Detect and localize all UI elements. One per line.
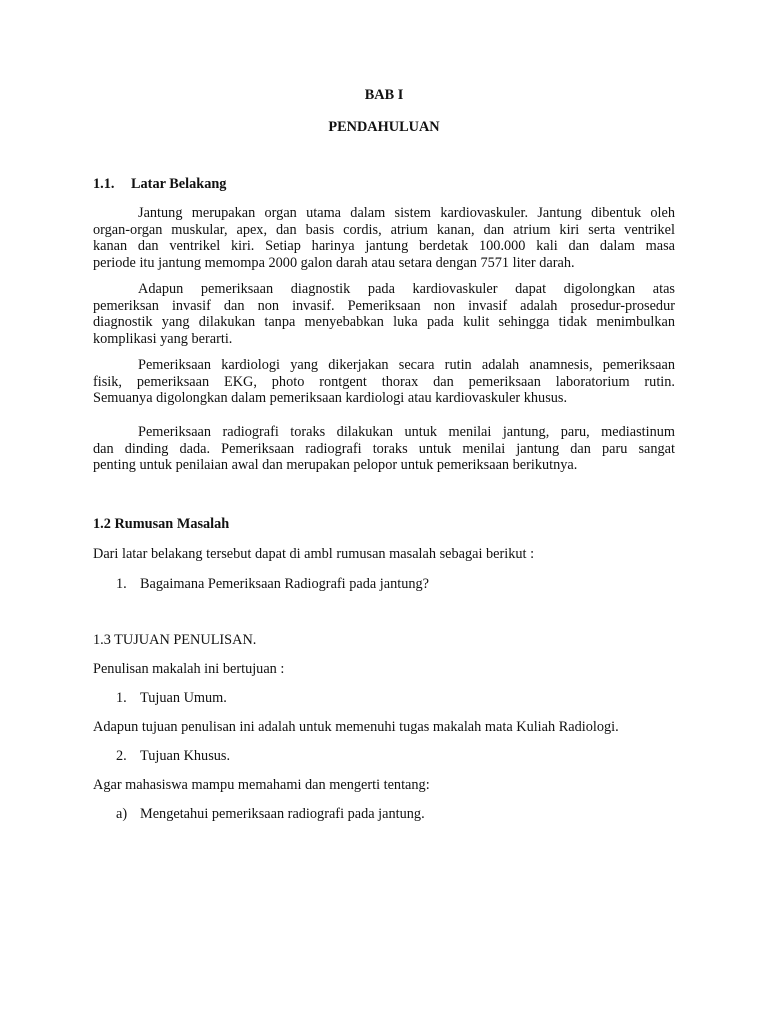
tujuan-umum-text: Adapun tujuan penulisan ini adalah untuk memenuhi tugas makalah mata Kuliah Radiologi. [93,719,619,735]
tujuan-khusus-intro: Agar mahasiswa mampu memahami dan mengerti tentang: [93,777,430,793]
paragraph-4-line: dan dinding dada. Pemeriksaan radiografi toraks untuk menilai jantung dan paru sangat [93,440,675,457]
paragraph-2-line: diagnostik yang dilakukan tanpa menyebabkan luka pada kulit sehingga tidak menimbulkan [93,314,675,330]
paragraph-3 [93,357,675,407]
section-1-1-title: Latar Belakang [131,176,227,192]
list-item-marker: 1. [116,690,127,706]
list-item-text: Tujuan Khusus. [140,748,231,764]
list-item-text: Bagaimana Pemeriksaan Radiografi pada jantung? [140,576,430,592]
list-item-marker: 2. [116,748,127,764]
chapter-label: BAB I [364,87,404,103]
paragraph-2-line: pemeriksan invasif dan non invasif. Pemeriksaan non invasif adalah prosedur-prosedur [93,297,675,314]
list-item-text: Tujuan Umum. [140,690,227,706]
paragraph-4-line: penting untuk penilaian awal dan merupakan pelopor untuk pemeriksaan berikutnya. [93,457,578,473]
paragraph-1 [93,205,675,271]
paragraph-3-line: Pemeriksaan kardiologi yang dikerjakan secara rutin adalah anamnesis, pemeriksaan [138,357,675,373]
paragraph-4 [93,424,675,474]
sub-list-marker: a) [116,806,128,822]
paragraph-1-line: kanan dan ventrikel kiri. Setiap harinya jantung berdetak 100.000 kali dan dalam masa [93,238,675,254]
section-1-2-intro: Dari latar belakang tersebut dapat di ambl rumusan masalah sebagai berikut : [93,546,535,562]
paragraph-1-line: periode itu jantung memompa 2000 galon darah atau setara dengan 7571 liter darah. [93,254,575,271]
section-1-3-intro: Penulisan makalah ini bertujuan : [93,661,285,677]
paragraph-1-line: organ-organ muskular, apex, dan basis cordis, atrium kanan, dan atrium kiri serta ventrikel [93,221,675,238]
sub-list-text: Mengetahui pemeriksaan radiografi pada jantung. [140,806,425,822]
paragraph-2 [93,281,675,347]
paragraph-4-line: Pemeriksaan radiografi toraks dilakukan untuk menilai jantung, paru, mediastinum [138,424,675,440]
paragraph-2-line: komplikasi yang berarti. [93,330,233,347]
list-item-marker: 1. [116,576,127,592]
paragraph-1-line: Jantung merupakan organ utama dalam sistem kardiovaskuler. Jantung dibentuk oleh [138,205,675,221]
section-1-2-title: 1.2 Rumusan Masalah [93,516,230,532]
paragraph-3-line: fisik, pemeriksaan EKG, photo rontgent thorax dan pemeriksaan laboratorium rutin. [93,373,675,390]
section-1-3-title: 1.3 TUJUAN PENULISAN. [93,632,257,648]
chapter-title: PENDAHULUAN [328,119,440,135]
paragraph-2-line: Adapun pemeriksaan diagnostik pada kardiovaskuler dapat digolongkan atas [138,281,675,297]
section-1-1-number: 1.1. [93,176,115,192]
paragraph-3-line: Semuanya digolongkan dalam pemeriksaan kardiologi atau kardiovaskuler khusus. [93,390,568,406]
